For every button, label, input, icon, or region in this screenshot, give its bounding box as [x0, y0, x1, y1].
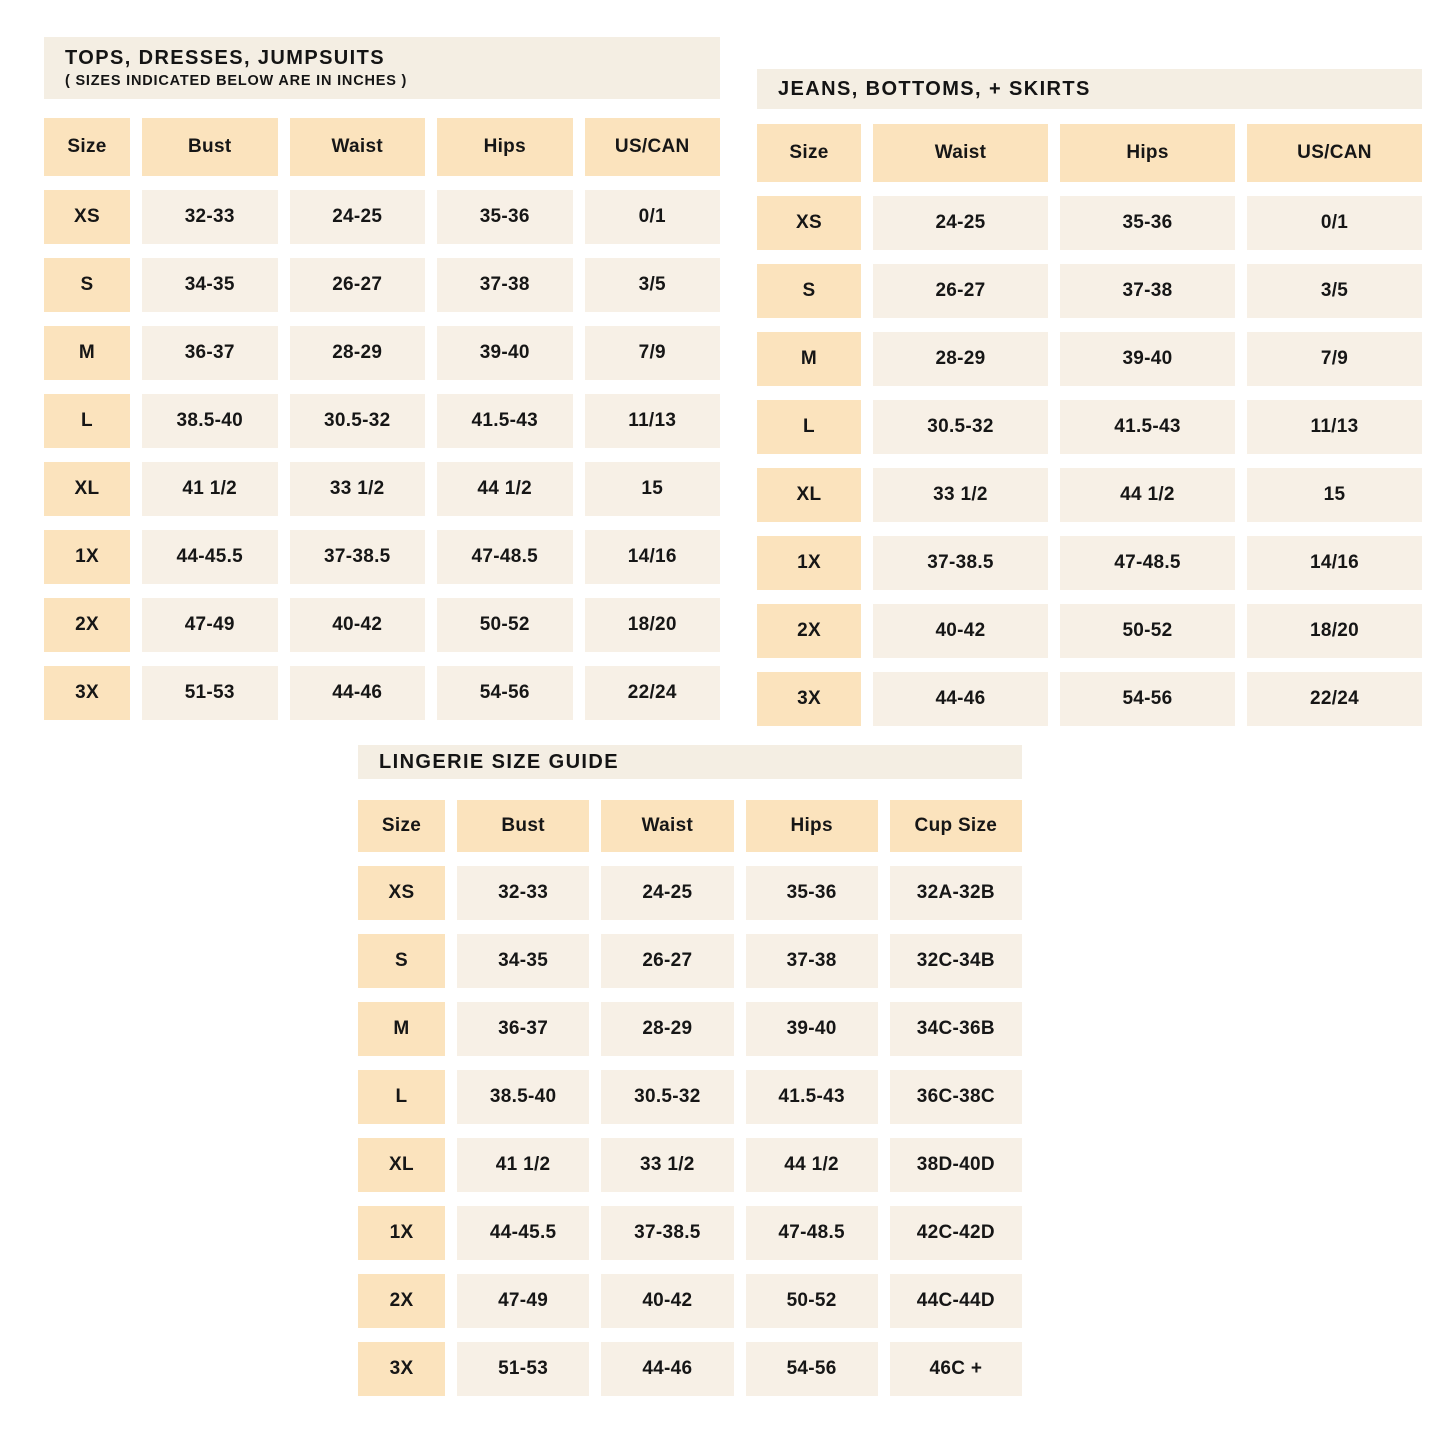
- column-header-size: Size: [44, 118, 130, 176]
- column-header-hips: Hips: [1060, 124, 1235, 182]
- measurement-cell: 24-25: [873, 196, 1048, 250]
- jeans-size-table: [757, 124, 1422, 726]
- size-label-cell: M: [757, 332, 861, 386]
- measurement-cell: 39-40: [1060, 332, 1235, 386]
- measurement-cell: 7/9: [585, 326, 721, 380]
- measurement-cell: 37-38.5: [290, 530, 426, 584]
- column-header-waist: Waist: [290, 118, 426, 176]
- measurement-cell: 37-38: [437, 258, 573, 312]
- size-label-cell: 1X: [757, 536, 861, 590]
- measurement-cell: 54-56: [746, 1342, 878, 1396]
- column-header-us-can: US/CAN: [1247, 124, 1422, 182]
- measurement-cell: 44-45.5: [142, 530, 278, 584]
- measurement-cell: 22/24: [1247, 672, 1422, 726]
- column-header-waist: Waist: [601, 800, 733, 852]
- measurement-cell: 30.5-32: [601, 1070, 733, 1124]
- measurement-cell: 44 1/2: [746, 1138, 878, 1192]
- measurement-cell: 41 1/2: [457, 1138, 589, 1192]
- measurement-cell: 37-38: [1060, 264, 1235, 318]
- measurement-cell: 30.5-32: [290, 394, 426, 448]
- measurement-cell: 35-36: [746, 866, 878, 920]
- measurement-cell: 36-37: [457, 1002, 589, 1056]
- measurement-cell: 33 1/2: [601, 1138, 733, 1192]
- tops-title-banner: [44, 37, 720, 99]
- measurement-cell: 50-52: [746, 1274, 878, 1328]
- size-label-cell: XS: [757, 196, 861, 250]
- measurement-cell: 38D-40D: [890, 1138, 1022, 1192]
- jeans-title-banner: [757, 69, 1422, 109]
- column-header-size: Size: [358, 800, 445, 852]
- measurement-cell: 34C-36B: [890, 1002, 1022, 1056]
- size-label-cell: L: [358, 1070, 445, 1124]
- jeans-bottoms-skirts-section: [757, 69, 1422, 726]
- measurement-cell: 44-45.5: [457, 1206, 589, 1260]
- measurement-cell: 26-27: [290, 258, 426, 312]
- column-header-hips: Hips: [437, 118, 573, 176]
- tops-dresses-jumpsuits-section: [44, 37, 720, 720]
- measurement-cell: 24-25: [290, 190, 426, 244]
- size-label-cell: XL: [44, 462, 130, 516]
- tops-size-table: [44, 118, 720, 720]
- measurement-cell: 39-40: [746, 1002, 878, 1056]
- size-label-cell: M: [44, 326, 130, 380]
- measurement-cell: 47-49: [457, 1274, 589, 1328]
- lingerie-size-guide-section: [358, 745, 1022, 1396]
- measurement-cell: 11/13: [585, 394, 721, 448]
- measurement-cell: 37-38: [746, 934, 878, 988]
- measurement-cell: 44 1/2: [437, 462, 573, 516]
- measurement-cell: 33 1/2: [873, 468, 1048, 522]
- measurement-cell: 32C-34B: [890, 934, 1022, 988]
- measurement-cell: 14/16: [1247, 536, 1422, 590]
- measurement-cell: 18/20: [1247, 604, 1422, 658]
- measurement-cell: 47-48.5: [1060, 536, 1235, 590]
- tops-table-title: TOPS, DRESSES, JUMPSUITS: [65, 47, 385, 69]
- measurement-cell: 51-53: [457, 1342, 589, 1396]
- column-header-waist: Waist: [873, 124, 1048, 182]
- measurement-cell: 3/5: [1247, 264, 1422, 318]
- measurement-cell: 0/1: [585, 190, 721, 244]
- measurement-cell: 18/20: [585, 598, 721, 652]
- measurement-cell: 34-35: [142, 258, 278, 312]
- measurement-cell: 36-37: [142, 326, 278, 380]
- measurement-cell: 7/9: [1247, 332, 1422, 386]
- measurement-cell: 26-27: [601, 934, 733, 988]
- size-label-cell: 1X: [358, 1206, 445, 1260]
- size-label-cell: S: [358, 934, 445, 988]
- measurement-cell: 44-46: [290, 666, 426, 720]
- size-label-cell: 2X: [757, 604, 861, 658]
- measurement-cell: 40-42: [601, 1274, 733, 1328]
- measurement-cell: 46C +: [890, 1342, 1022, 1396]
- size-label-cell: S: [757, 264, 861, 318]
- measurement-cell: 32A-32B: [890, 866, 1022, 920]
- measurement-cell: 3/5: [585, 258, 721, 312]
- measurement-cell: 34-35: [457, 934, 589, 988]
- column-header-us-can: US/CAN: [585, 118, 721, 176]
- lingerie-size-table: [358, 800, 1022, 1396]
- size-label-cell: S: [44, 258, 130, 312]
- column-header-cup-size: Cup Size: [890, 800, 1022, 852]
- size-label-cell: M: [358, 1002, 445, 1056]
- measurement-cell: 47-48.5: [746, 1206, 878, 1260]
- measurement-cell: 51-53: [142, 666, 278, 720]
- measurement-cell: 40-42: [873, 604, 1048, 658]
- jeans-table-title: JEANS, BOTTOMS, + SKIRTS: [778, 77, 1091, 100]
- measurement-cell: 42C-42D: [890, 1206, 1022, 1260]
- column-header-bust: Bust: [142, 118, 278, 176]
- measurement-cell: 38.5-40: [457, 1070, 589, 1124]
- size-label-cell: 2X: [44, 598, 130, 652]
- lingerie-title-banner: [358, 745, 1022, 779]
- size-label-cell: 1X: [44, 530, 130, 584]
- measurement-cell: 47-49: [142, 598, 278, 652]
- measurement-cell: 44-46: [873, 672, 1048, 726]
- measurement-cell: 30.5-32: [873, 400, 1048, 454]
- size-label-cell: XL: [757, 468, 861, 522]
- measurement-cell: 28-29: [601, 1002, 733, 1056]
- measurement-cell: 35-36: [1060, 196, 1235, 250]
- lingerie-table-title: LINGERIE SIZE GUIDE: [379, 750, 619, 773]
- measurement-cell: 15: [585, 462, 721, 516]
- measurement-cell: 44-46: [601, 1342, 733, 1396]
- measurement-cell: 14/16: [585, 530, 721, 584]
- measurement-cell: 54-56: [1060, 672, 1235, 726]
- size-label-cell: L: [757, 400, 861, 454]
- measurement-cell: 35-36: [437, 190, 573, 244]
- measurement-cell: 40-42: [290, 598, 426, 652]
- measurement-cell: 32-33: [457, 866, 589, 920]
- measurement-cell: 50-52: [1060, 604, 1235, 658]
- measurement-cell: 26-27: [873, 264, 1048, 318]
- measurement-cell: 37-38.5: [873, 536, 1048, 590]
- measurement-cell: 28-29: [290, 326, 426, 380]
- measurement-cell: 39-40: [437, 326, 573, 380]
- measurement-cell: 38.5-40: [142, 394, 278, 448]
- measurement-cell: 44C-44D: [890, 1274, 1022, 1328]
- size-label-cell: L: [44, 394, 130, 448]
- measurement-cell: 41.5-43: [437, 394, 573, 448]
- measurement-cell: 41 1/2: [142, 462, 278, 516]
- measurement-cell: 11/13: [1247, 400, 1422, 454]
- column-header-hips: Hips: [746, 800, 878, 852]
- column-header-size: Size: [757, 124, 861, 182]
- size-label-cell: XS: [44, 190, 130, 244]
- measurement-cell: 47-48.5: [437, 530, 573, 584]
- measurement-cell: 24-25: [601, 866, 733, 920]
- measurement-cell: 50-52: [437, 598, 573, 652]
- size-label-cell: 3X: [44, 666, 130, 720]
- size-label-cell: XL: [358, 1138, 445, 1192]
- measurement-cell: 54-56: [437, 666, 573, 720]
- size-label-cell: XS: [358, 866, 445, 920]
- size-label-cell: 3X: [757, 672, 861, 726]
- measurement-cell: 41.5-43: [1060, 400, 1235, 454]
- measurement-cell: 37-38.5: [601, 1206, 733, 1260]
- measurement-cell: 28-29: [873, 332, 1048, 386]
- measurement-cell: 15: [1247, 468, 1422, 522]
- measurement-cell: 44 1/2: [1060, 468, 1235, 522]
- measurement-cell: 36C-38C: [890, 1070, 1022, 1124]
- size-label-cell: 2X: [358, 1274, 445, 1328]
- measurement-cell: 0/1: [1247, 196, 1422, 250]
- measurement-cell: 41.5-43: [746, 1070, 878, 1124]
- measurement-cell: 22/24: [585, 666, 721, 720]
- size-label-cell: 3X: [358, 1342, 445, 1396]
- column-header-bust: Bust: [457, 800, 589, 852]
- measurement-cell: 33 1/2: [290, 462, 426, 516]
- tops-table-subtitle: ( SIZES INDICATED BELOW ARE IN INCHES ): [65, 73, 408, 89]
- measurement-cell: 32-33: [142, 190, 278, 244]
